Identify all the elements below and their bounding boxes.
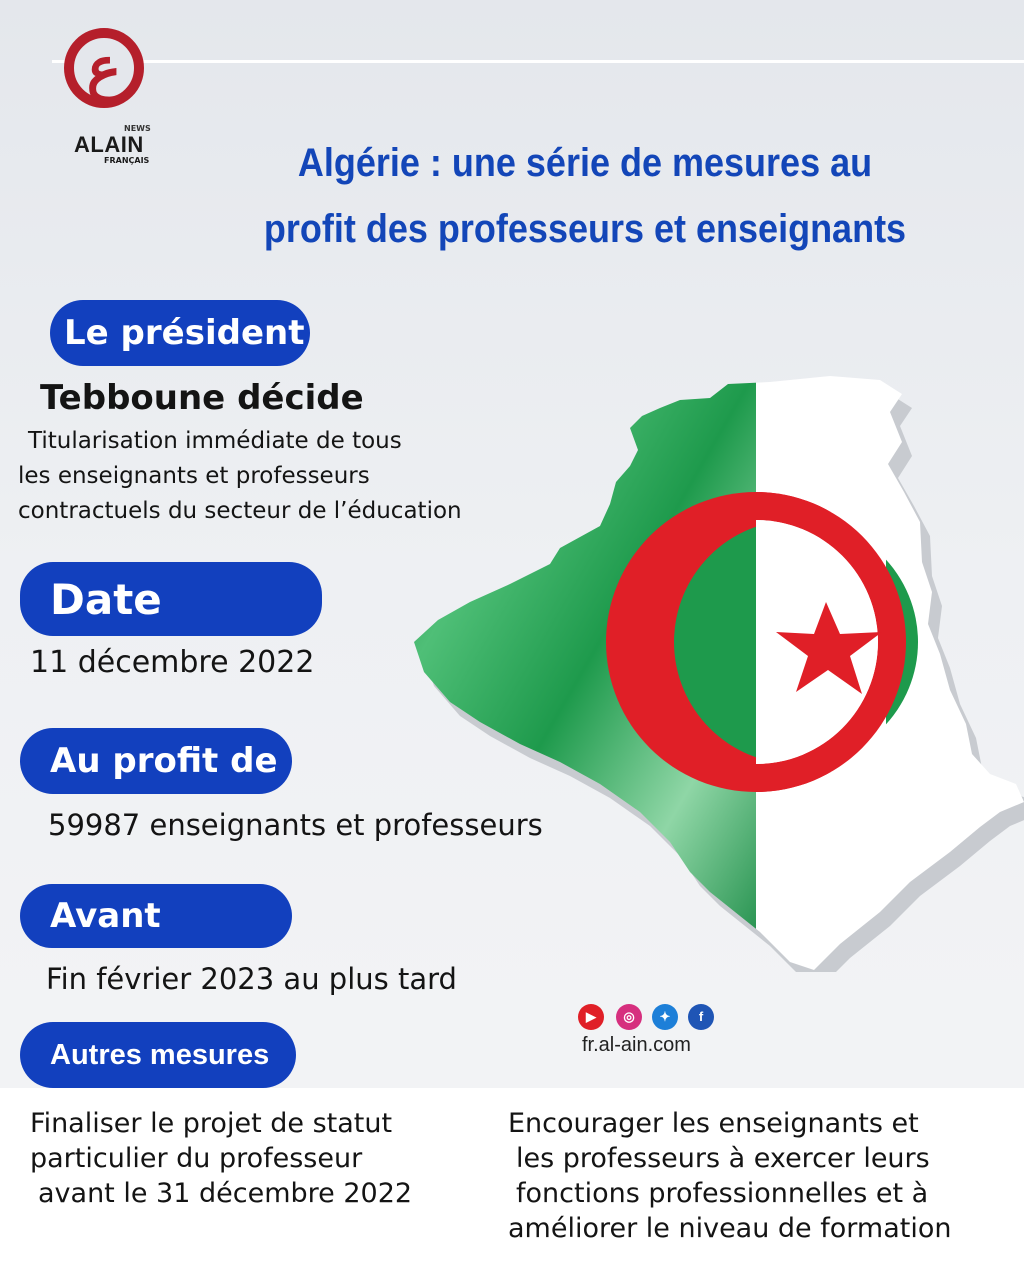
president-label: Le président: [64, 313, 305, 353]
measure-left-line-3: avant le 31 décembre 2022: [38, 1178, 413, 1209]
deadline-label: Avant: [50, 896, 161, 936]
top-divider: [52, 60, 1024, 63]
algeria-flag-map: [410, 372, 1024, 972]
facebook-icon[interactable]: f: [688, 1004, 714, 1030]
measure-right-line-1: Encourager les enseignants et: [508, 1108, 919, 1139]
measure-right: [508, 1106, 951, 1246]
date-label: Date: [50, 574, 162, 624]
president-heading: Tebboune décide: [40, 378, 364, 418]
deadline-pill: [20, 884, 292, 948]
instagram-icon[interactable]: ◎: [616, 1004, 642, 1030]
date-pill: [20, 562, 322, 636]
other-measures-panel: [0, 1088, 1024, 1280]
logo-letter-icon: ع: [86, 34, 122, 102]
deadline-value: Fin février 2023 au plus tard: [46, 962, 457, 996]
website-link[interactable]: fr.al-ain.com: [582, 1034, 691, 1056]
measure-left: [30, 1106, 412, 1211]
president-line-2: les enseignants et professeurs: [18, 463, 370, 489]
president-pill: [50, 300, 310, 366]
measure-left-line-1: Finaliser le projet de statut: [30, 1108, 393, 1139]
president-line-3: contractuels du secteur de l’éducation: [18, 498, 462, 524]
logo-news-tag: NEWS: [124, 124, 151, 133]
beneficiaries-value: 59987 enseignants et professeurs: [48, 808, 543, 842]
president-line-1: Titularisation immédiate de tous: [28, 428, 402, 454]
other-measures-pill: [20, 1022, 296, 1088]
date-value: 11 décembre 2022: [30, 645, 315, 680]
page-title: [239, 130, 932, 262]
measure-right-line-4: améliorer le niveau de formation: [508, 1213, 952, 1244]
twitter-icon[interactable]: ✦: [652, 1004, 678, 1030]
other-measures-label: Autres mesures: [50, 1038, 270, 1071]
title-line-1: Algérie : une série de mesures au: [297, 141, 873, 185]
measure-left-line-2: particulier du professeur: [30, 1143, 363, 1174]
youtube-icon[interactable]: ▶: [578, 1004, 604, 1030]
social-links: [578, 1004, 718, 1032]
beneficiaries-label: Au profit de: [50, 741, 278, 781]
title-line-2: profit des professeurs et enseignants: [263, 207, 907, 251]
al-ain-logo[interactable]: [60, 24, 160, 174]
beneficiaries-pill: [20, 728, 292, 794]
logo-language: FRANÇAIS: [104, 156, 150, 165]
logo-name: ALAIN: [74, 132, 144, 157]
measure-right-line-2: les professeurs à exercer leurs: [516, 1143, 930, 1174]
measure-right-line-3: fonctions professionnelles et à: [516, 1178, 929, 1209]
